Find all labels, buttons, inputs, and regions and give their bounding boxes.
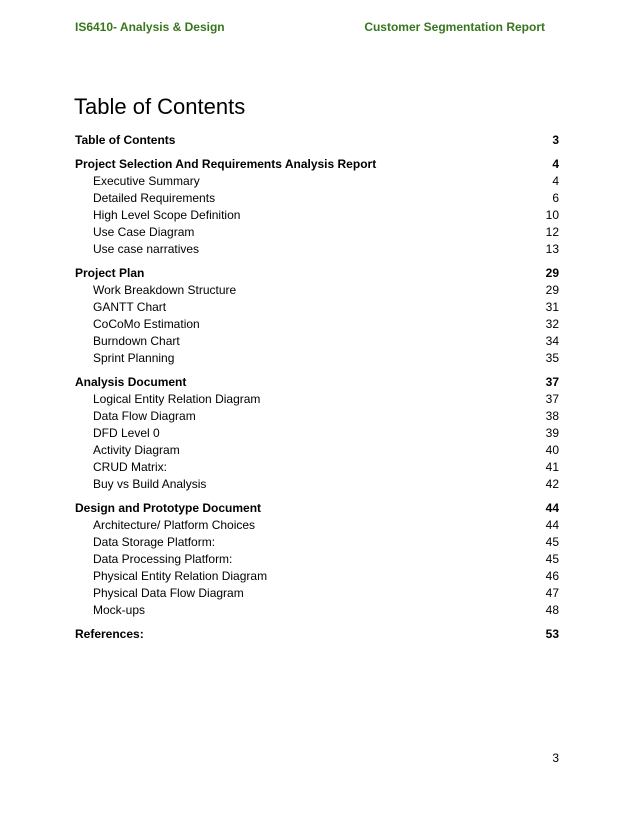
page-number: 3 [552,751,559,765]
toc-entry-label: Physical Data Flow Diagram [93,586,244,600]
toc-entry-label: Executive Summary [93,174,200,188]
toc-entry-label: Sprint Planning [93,351,175,365]
toc-entry-page: 45 [545,552,559,566]
toc-subsection-item[interactable] [75,333,559,350]
toc-entry-label: CRUD Matrix: [93,460,167,474]
toc-entry-page: 53 [545,627,559,641]
toc-entry-label: Buy vs Build Analysis [93,477,207,491]
toc-entry-page: 44 [545,501,559,515]
toc-entry-page: 4 [552,174,559,188]
toc-subsection-item[interactable] [75,602,559,619]
toc-entry-label: Logical Entity Relation Diagram [93,392,261,406]
toc-subsection-item[interactable] [75,459,559,476]
toc-sections [75,156,559,626]
toc-entry-page: 13 [545,242,559,256]
toc-entry-page: 39 [545,426,559,440]
toc-subsection-item[interactable] [75,408,559,425]
toc-entry-label: High Level Scope Definition [93,208,241,222]
toc-entry-label: Use Case Diagram [93,225,195,239]
toc-entry-label: References: [75,627,144,641]
toc-entry-page: 6 [552,191,559,205]
toc-entry-references[interactable] [75,626,559,643]
toc-subsection-item[interactable] [75,442,559,459]
toc-entry-page: 10 [545,208,559,222]
page-title: Table of Contents [74,94,246,119]
toc-subsection-item[interactable] [75,224,559,241]
toc-entry-page: 48 [545,603,559,617]
toc-entry-label: DFD Level 0 [93,426,160,440]
toc-entry-page: 4 [552,157,559,171]
toc-entry-page: 47 [545,586,559,600]
toc-subsection-item[interactable] [75,173,559,190]
header-course-title: IS6410- Analysis & Design [75,20,225,34]
toc-entry-page: 12 [545,225,559,239]
toc-subsection-item[interactable] [75,299,559,316]
toc-section-heading[interactable] [75,500,559,517]
toc-entry-label: Data Flow Diagram [93,409,196,423]
table-of-contents [75,132,559,643]
toc-entry-label: Work Breakdown Structure [93,283,237,297]
toc-entry-label: Project Selection And Requirements Analysis Report [75,157,377,171]
toc-subsection-item[interactable] [75,476,559,493]
toc-subsection-item[interactable] [75,585,559,602]
toc-entry-label: Architecture/ Platform Choices [93,518,256,532]
toc-entry-label: Design and Prototype Document [75,501,262,515]
toc-entry-page: 37 [545,392,559,406]
toc-subsection-item[interactable] [75,425,559,442]
toc-entry-label: Table of Contents [75,133,176,147]
toc-entry-page: 29 [545,266,559,280]
toc-entry-label: Detailed Requirements [93,191,216,205]
toc-entry-label: Burndown Chart [93,334,180,348]
toc-entry-label: Analysis Document [75,375,187,389]
toc-subsection-item[interactable] [75,350,559,367]
toc-entry-page: 3 [552,133,559,147]
toc-entry-label: Project Plan [75,266,145,280]
header-report-title: Customer Segmentation Report [364,20,545,34]
toc-entry-page: 38 [545,409,559,423]
page-header [75,20,545,34]
toc-entry-table-of-contents[interactable] [75,132,559,149]
toc-subsection-item[interactable] [75,207,559,224]
toc-subsection-item[interactable] [75,551,559,568]
toc-entry-page: 32 [545,317,559,331]
toc-subsection-item[interactable] [75,316,559,333]
toc-entry-label: Mock-ups [93,603,146,617]
toc-entry-label: CoCoMo Estimation [93,317,200,331]
toc-entry-page: 37 [545,375,559,389]
toc-entry-page: 46 [545,569,559,583]
toc-subsection-item[interactable] [75,517,559,534]
toc-entry-page: 41 [545,460,559,474]
toc-entry-page: 45 [545,535,559,549]
toc-subsection-item[interactable] [75,568,559,585]
toc-entry-label: Data Processing Platform: [93,552,233,566]
toc-entry-page: 42 [545,477,559,491]
toc-entry-page: 29 [545,283,559,297]
toc-section-heading[interactable] [75,374,559,391]
toc-entry-page: 35 [545,351,559,365]
toc-entry-page: 31 [545,300,559,314]
toc-subsection-item[interactable] [75,534,559,551]
toc-section-heading[interactable] [75,265,559,282]
toc-section-heading[interactable] [75,156,559,173]
toc-subsection-item[interactable] [75,282,559,299]
toc-subsection-item[interactable] [75,241,559,258]
toc-entry-label: Data Storage Platform: [93,535,216,549]
toc-entry-label: Use case narratives [93,242,200,256]
toc-entry-page: 44 [545,518,559,532]
toc-entry-label: Physical Entity Relation Diagram [93,569,268,583]
toc-entry-page: 40 [545,443,559,457]
toc-entry-page: 34 [545,334,559,348]
toc-subsection-item[interactable] [75,190,559,207]
toc-entry-label: Activity Diagram [93,443,180,457]
toc-entry-label: GANTT Chart [93,300,167,314]
toc-subsection-item[interactable] [75,391,559,408]
